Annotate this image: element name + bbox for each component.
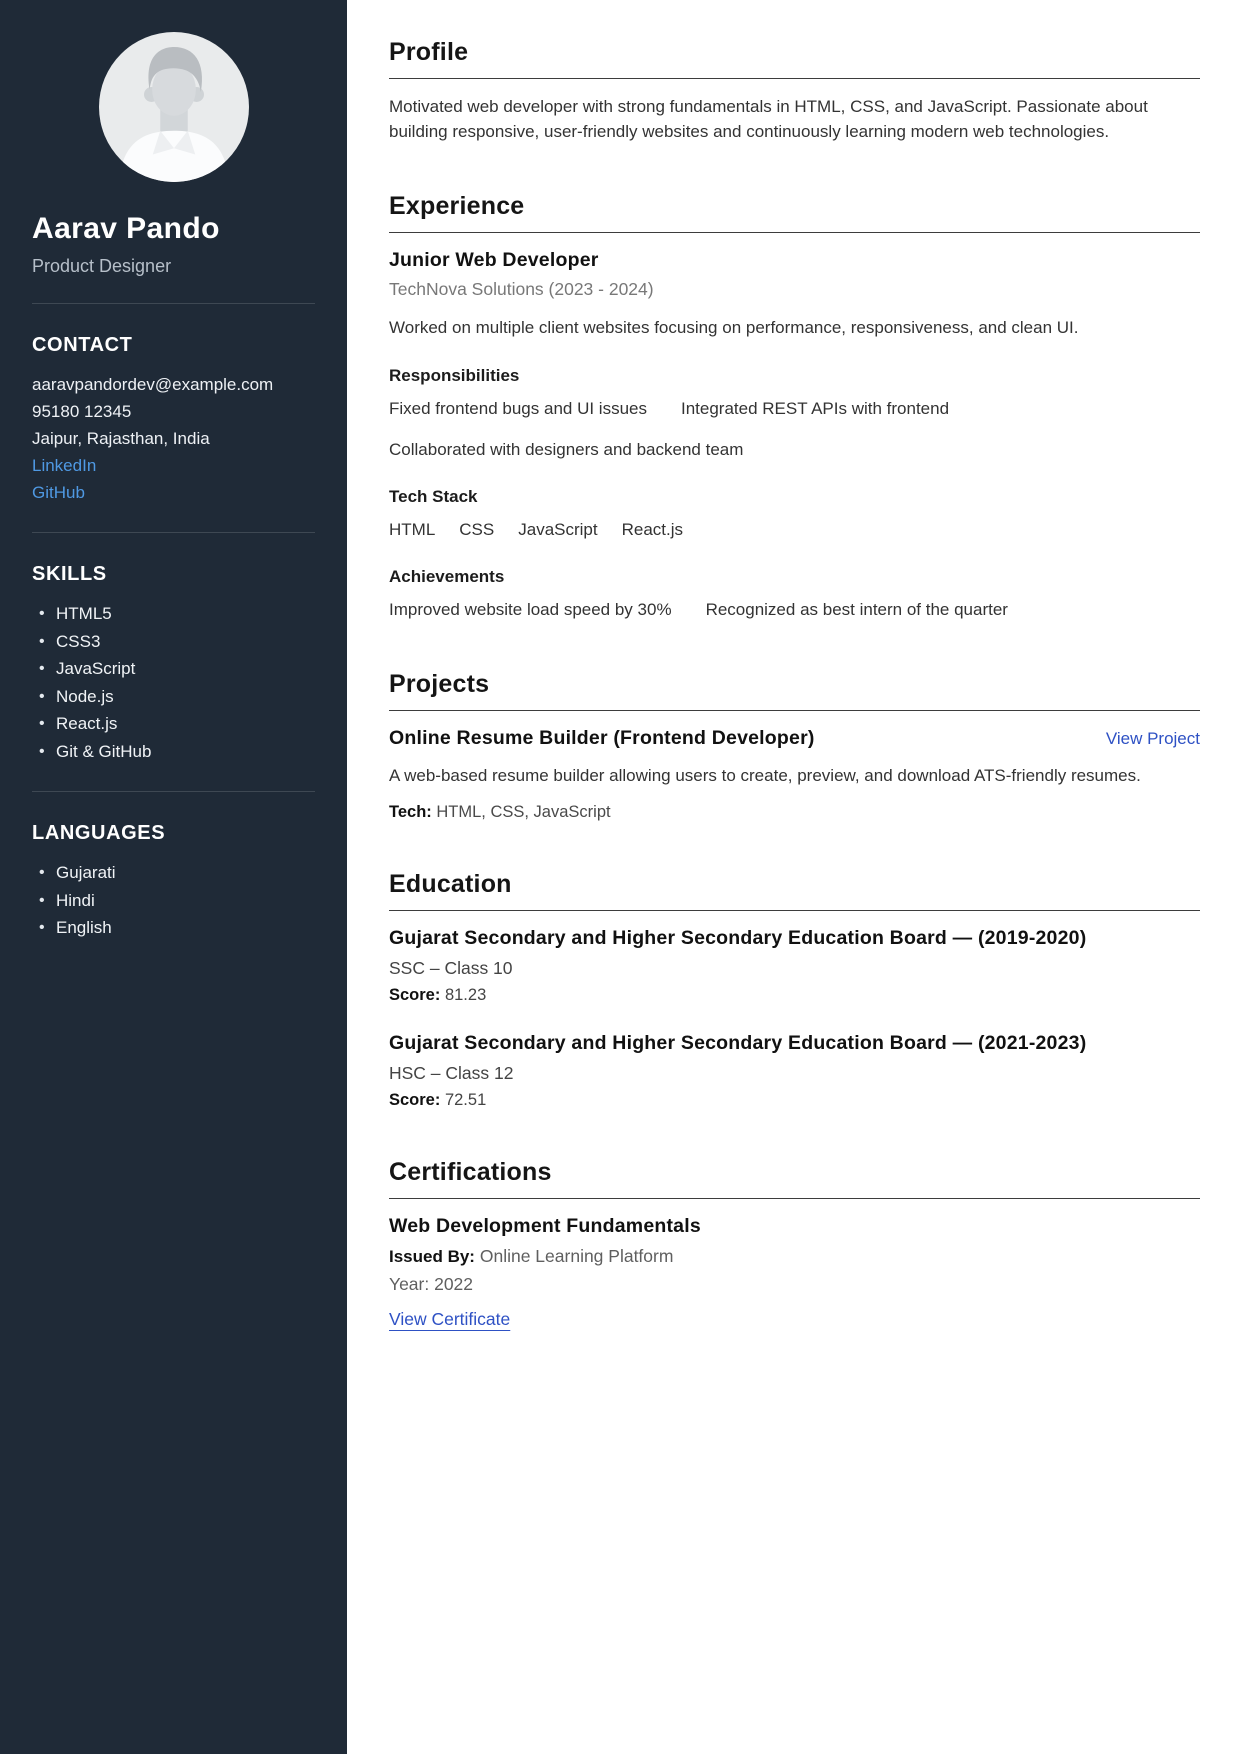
avatar	[99, 32, 249, 182]
languages-list	[32, 859, 315, 942]
achievement-item: Recognized as best intern of the quarter	[705, 599, 1008, 619]
person-placeholder-icon	[99, 32, 249, 182]
score-label: Score:	[389, 986, 441, 1004]
skill-item: • Node.js	[32, 683, 315, 711]
contact-location: Jaipur, Rajasthan, India	[32, 429, 210, 448]
education-heading: Education	[389, 870, 1200, 911]
job-summary: Worked on multiple client websites focusing on performance, responsiveness, and clean UI.	[389, 318, 1079, 337]
skill-item: • CSS3	[32, 628, 315, 656]
skill-item: • JavaScript	[32, 655, 315, 683]
job-role: Junior Web Developer	[389, 249, 599, 271]
contact-heading: CONTACT	[32, 334, 133, 356]
skill-item: • HTML5	[32, 600, 315, 628]
person-job-title: Product Designer	[32, 256, 172, 276]
education-item	[389, 927, 1200, 1005]
job-company-dates: TechNova Solutions (2023 - 2024)	[389, 279, 654, 299]
achievements-heading: Achievements	[389, 566, 505, 586]
tech-stack-item: React.js	[621, 519, 684, 539]
profile-text: Motivated web developer with strong fundamentals in HTML, CSS, and JavaScript. Passionate about building responsive, user-friendly websites and continuously learning modern web technologies.	[389, 97, 1148, 141]
language-item: • Gujarati	[32, 859, 315, 887]
score-value: 72.51	[444, 1091, 487, 1109]
sidebar-divider	[32, 791, 315, 792]
certification-year: Year: 2022	[389, 1274, 474, 1294]
score-value: 81.23	[444, 986, 487, 1004]
tech-stack-item: JavaScript	[518, 519, 598, 539]
skill-item: • React.js	[32, 710, 315, 738]
languages-heading: LANGUAGES	[32, 822, 166, 844]
person-name: Aarav Pando	[32, 212, 220, 245]
issued-by-label: Issued By:	[389, 1247, 475, 1266]
achievement-item: Improved website load speed by 30%	[389, 599, 672, 619]
linkedin-link[interactable]: LinkedIn	[32, 456, 97, 475]
issued-by-value: Online Learning Platform	[479, 1246, 674, 1266]
contact-email: aaravpandordev@example.com	[32, 375, 274, 394]
projects-section	[389, 670, 1200, 823]
tech-stack-item: HTML	[389, 519, 436, 539]
language-item: • English	[32, 914, 315, 942]
view-project-link[interactable]: View Project	[1105, 728, 1200, 748]
responsibilities-heading: Responsibilities	[389, 365, 520, 385]
certifications-heading: Certifications	[389, 1158, 1200, 1199]
contact-section	[32, 334, 315, 506]
tech-stack-heading: Tech Stack	[389, 486, 478, 506]
certification-title: Web Development Fundamentals	[389, 1215, 701, 1237]
score-label: Score:	[389, 1091, 441, 1109]
responsibility-item: Fixed frontend bugs and UI issues	[389, 398, 647, 418]
education-section	[389, 870, 1200, 1110]
sidebar	[0, 0, 347, 1754]
github-link[interactable]: GitHub	[32, 483, 85, 502]
achievements-list	[389, 598, 1200, 622]
view-certificate-link[interactable]: View Certificate	[389, 1309, 511, 1329]
project-title: Online Resume Builder (Frontend Developer)	[389, 726, 815, 749]
experience-heading: Experience	[389, 192, 1200, 233]
tech-stack-item: CSS	[459, 519, 495, 539]
project-item	[389, 727, 1200, 823]
project-tech-value: HTML, CSS, JavaScript	[436, 803, 611, 821]
language-item: • Hindi	[32, 887, 315, 915]
resume-body	[347, 0, 1241, 1754]
skills-heading: SKILLS	[32, 563, 107, 585]
skills-section	[32, 563, 315, 765]
languages-section	[32, 822, 315, 942]
project-description: A web-based resume builder allowing users to create, preview, and download ATS-friendly resumes.	[389, 765, 1141, 785]
certifications-section	[389, 1158, 1200, 1330]
project-tech-label: Tech:	[389, 803, 432, 821]
responsibility-item: Integrated REST APIs with frontend	[680, 398, 950, 418]
projects-heading: Projects	[389, 670, 1200, 711]
project-tech-line	[389, 803, 1200, 822]
profile-heading: Profile	[389, 38, 1200, 79]
certification-item	[389, 1215, 1200, 1330]
sidebar-divider	[32, 303, 315, 304]
sidebar-divider	[32, 532, 315, 533]
education-score-line	[389, 1091, 1200, 1110]
responsibility-item: Collaborated with designers and backend team	[389, 439, 744, 459]
education-score-line	[389, 986, 1200, 1005]
education-institution: Gujarat Secondary and Higher Secondary Education Board — (2021-2023)	[389, 1032, 1087, 1054]
contact-phone: 95180 12345	[32, 402, 132, 421]
certification-issuer-line	[389, 1246, 1200, 1267]
responsibilities-list	[389, 397, 1200, 462]
experience-section	[389, 192, 1200, 622]
education-institution: Gujarat Secondary and Higher Secondary Education Board — (2019-2020)	[389, 927, 1087, 949]
education-program: SSC – Class 10	[389, 958, 513, 978]
experience-item	[389, 249, 1200, 622]
education-item	[389, 1032, 1200, 1110]
education-program: HSC – Class 12	[389, 1063, 514, 1083]
tech-stack-list	[389, 518, 1200, 542]
profile-section	[389, 38, 1200, 144]
skill-item: • Git & GitHub	[32, 738, 315, 766]
skills-list	[32, 600, 315, 765]
